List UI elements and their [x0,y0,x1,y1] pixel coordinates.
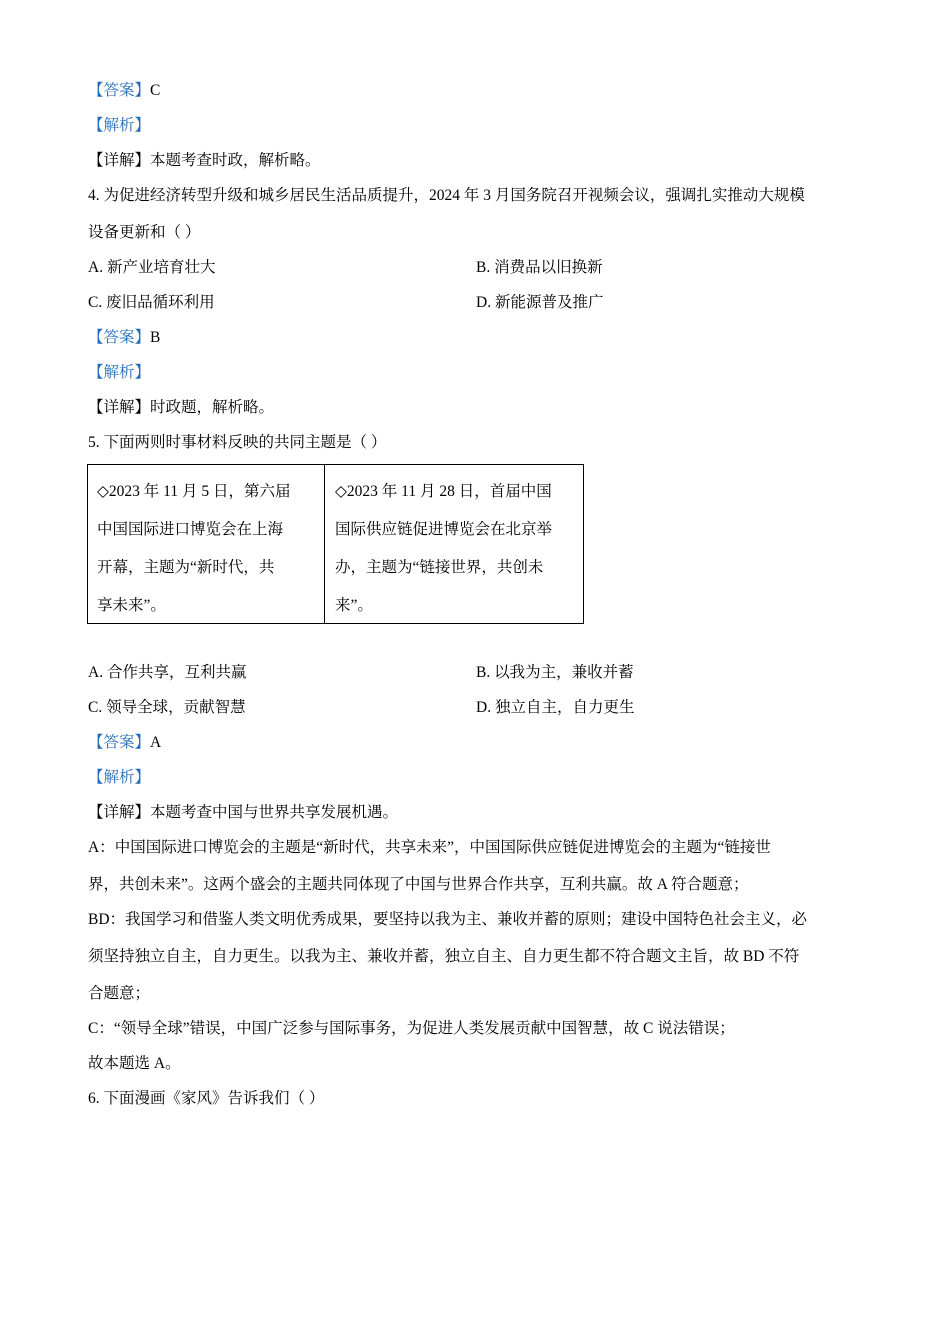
q5-answer-line [88,733,161,753]
q4-option-c: C. 废旧品循环利用 [88,294,215,311]
material-left-line: 开幕，主题为“新时代，共 [97,559,275,576]
detail-tag: 【详解】 [88,152,151,169]
material-left-line: ◇2023 年 11 月 5 日，第六届 [97,483,291,500]
answer-value: C [150,82,161,99]
q4-option-a: A. 新产业培育壮大 [88,259,216,276]
q5-material-table [87,464,584,624]
q3-detail-line [88,151,321,171]
material-cell-right [325,465,583,623]
q4-stem-line-1: 4. 为促进经济转型升级和城乡居民生活品质提升，2024 年 3 月国务院召开视频会议，强调扎实推动大规模 [88,187,805,204]
detail-text: 本题考查时政，解析略。 [150,152,321,169]
q5-conclusion: 故本题选 A。 [88,1055,181,1072]
detail-text: 时政题，解析略。 [150,399,275,416]
detail-tag: 【详解】 [88,804,151,821]
q4-option-b: B. 消费品以旧换新 [476,259,603,276]
answer-value: A [150,734,162,751]
q4-detail-line [88,398,274,418]
q3-analysis-tag: 【解析】 [88,117,151,134]
q5-explanation-a-2: 界，共创未来”。这两个盛会的主题共同体现了中国与世界合作共享，互利共赢。故 A 符合题意； [88,876,749,893]
detail-text: 本题考查中国与世界共享发展机遇。 [150,804,399,821]
q5-explanation-a-1: A：中国国际进口博览会的主题是“新时代，共享未来”，中国国际供应链促进博览会的主题为“链接世 [88,839,771,856]
q5-option-a: A. 合作共享，互利共赢 [88,664,247,681]
detail-tag: 【详解】 [88,399,151,416]
material-cell-left [88,465,325,623]
answer-value: B [150,329,161,346]
q5-explanation-bd-2: 须坚持独立自主，自力更生。以我为主、兼收并蓄，独立自主、自力更生都不符合题文主旨，故 BD 不符 [88,948,800,965]
answer-tag: 【答案】 [88,329,151,346]
q5-analysis-tag: 【解析】 [88,769,151,786]
q4-analysis-tag: 【解析】 [88,364,151,381]
q5-option-d: D. 独立自主，自力更生 [476,699,635,716]
q5-explanation-c: C：“领导全球”错误，中国广泛参与国际事务，为促进人类发展贡献中国智慧，故 C 说法错误； [88,1020,735,1037]
material-right-line: 来”。 [335,597,373,614]
q6-stem: 6. 下面漫画《家风》告诉我们（ ） [88,1090,325,1107]
material-left-line: 中国国际进口博览会在上海 [97,521,284,538]
q5-option-c: C. 领导全球，贡献智慧 [88,699,246,716]
answer-tag: 【答案】 [88,82,151,99]
q4-option-d: D. 新能源普及推广 [476,294,604,311]
q5-option-b: B. 以我为主，兼收并蓄 [476,664,634,681]
q4-stem-line-2: 设备更新和（ ） [88,224,201,241]
material-right-line: 办，主题为“链接世界，共创未 [335,559,544,576]
q5-explanation-bd-3: 合题意； [88,985,151,1002]
q3-answer-line [88,81,160,101]
answer-tag: 【答案】 [88,734,151,751]
q4-answer-line [88,328,160,348]
q5-stem: 5. 下面两则时事材料反映的共同主题是（ ） [88,434,387,451]
q5-explanation-bd-1: BD：我国学习和借鉴人类文明优秀成果，要坚持以我为主、兼收并蓄的原则；建设中国特色社会主义，必 [88,911,808,928]
material-left-line: 享未来”。 [97,597,166,614]
material-right-line: ◇2023 年 11 月 28 日，首届中国 [335,483,552,500]
material-right-line: 国际供应链促进博览会在北京举 [335,521,553,538]
q5-detail-line [88,803,398,823]
